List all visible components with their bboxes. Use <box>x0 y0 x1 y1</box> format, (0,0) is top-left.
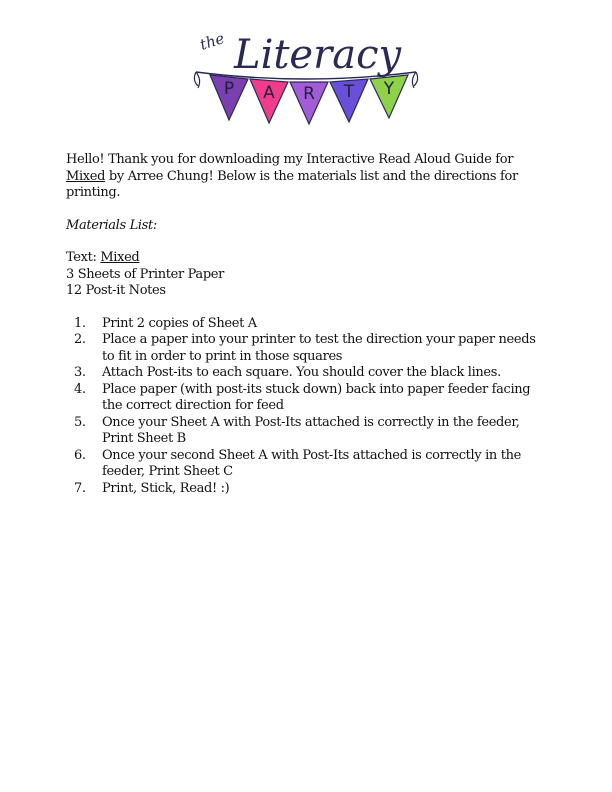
svg-text:P: P <box>223 79 235 99</box>
materials-item-text <box>66 250 546 267</box>
materials-text-value: Mixed <box>100 250 140 265</box>
book-title: Mixed <box>66 168 106 184</box>
step-number: 7. <box>74 480 86 496</box>
svg-text:T: T <box>343 82 355 102</box>
step-text: Attach Post-its to each square. You should cover the black lines. <box>102 365 501 380</box>
svg-text:A: A <box>263 83 275 103</box>
step-number: 1. <box>74 315 86 331</box>
step-text: Print, Stick, Read! :) <box>102 480 230 496</box>
literacy-party-logo <box>190 22 422 132</box>
intro-paragraph <box>66 152 546 202</box>
printing-steps <box>66 316 546 498</box>
intro-text-start: Hello! Thank you for downloading my Interactive Read Aloud Guide for <box>66 152 514 167</box>
list-item <box>66 365 546 382</box>
list-item <box>66 316 546 333</box>
step-text: Place paper (with post-its stuck down) back into paper feeder facing the correct direction for feed <box>102 381 531 413</box>
materials-text-label: Text: <box>66 250 101 265</box>
step-number: 3. <box>74 365 86 380</box>
flag-p <box>210 75 248 120</box>
materials-heading: Materials List: <box>66 217 157 233</box>
flag-t <box>330 79 368 122</box>
materials-list <box>66 250 546 300</box>
list-item <box>66 448 546 481</box>
flag-r <box>290 82 328 124</box>
materials-item-postits: 12 Post-it Notes <box>66 283 166 298</box>
left-ribbon <box>194 72 199 88</box>
right-ribbon <box>412 72 417 88</box>
logo-literacy-text: Literacy <box>234 32 402 78</box>
step-text: Print 2 copies of Sheet A <box>102 315 257 331</box>
flag-y <box>370 75 408 118</box>
list-item <box>66 415 546 448</box>
step-text: Once your second Sheet A with Post-Its attached is correctly in the feeder, Print Sheet C <box>102 447 521 479</box>
intro-text-end: by Arree Chung! Below is the materials list and the directions for printing. <box>66 168 518 200</box>
document-body <box>66 152 546 497</box>
step-number: 5. <box>74 414 86 430</box>
list-item <box>66 382 546 415</box>
step-number: 2. <box>74 332 86 347</box>
step-text: Place a paper into your printer to test the direction your paper needs to fit in order to print in those squares <box>102 332 536 364</box>
logo-the-text: the <box>197 29 227 54</box>
flag-a <box>250 79 288 123</box>
svg-text:Y: Y <box>383 79 395 99</box>
svg-text:R: R <box>303 84 315 104</box>
step-text: Once your Sheet A with Post-Its attached is correctly in the feeder, Print Sheet B <box>102 414 520 446</box>
step-number: 6. <box>74 447 86 463</box>
list-item <box>66 481 546 498</box>
list-item <box>66 332 546 365</box>
materials-item-paper: 3 Sheets of Printer Paper <box>66 266 225 282</box>
step-number: 4. <box>74 381 86 397</box>
